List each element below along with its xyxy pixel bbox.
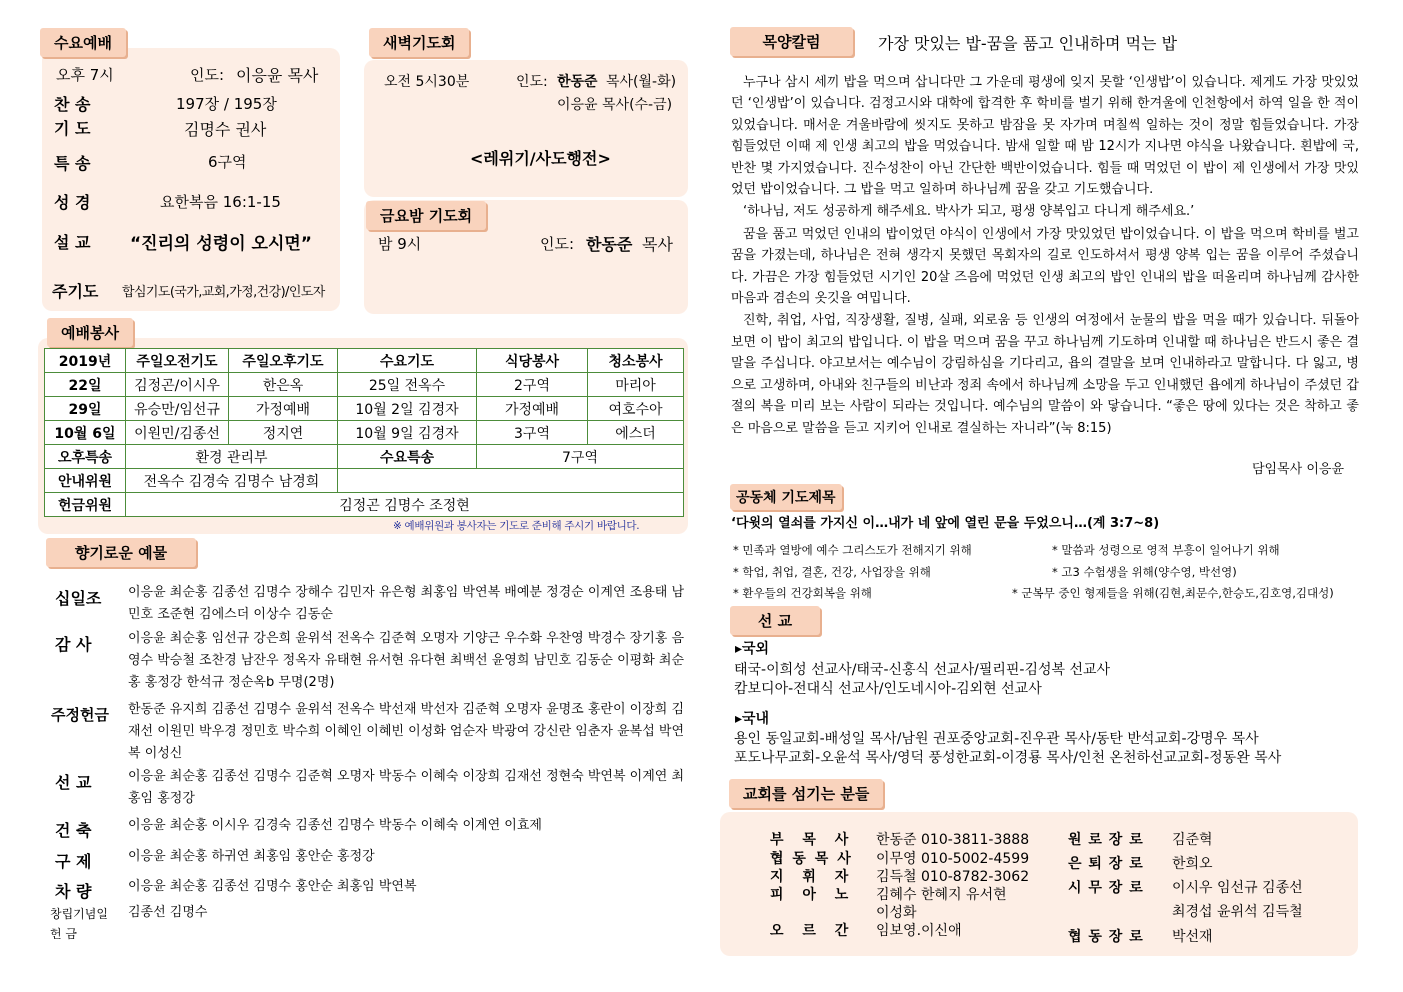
- gift-label-tithe: 십일조: [55, 589, 102, 608]
- wed-label-sermon: 설 교: [54, 233, 91, 252]
- service-cell: 유승만/임선규: [126, 397, 229, 421]
- service-cell: 여호수아: [588, 397, 684, 421]
- wed-value-lords-prayer: 합심기도(국가,교회,가정,건강)/인도자: [122, 285, 325, 300]
- friday-leader-rest: 목사: [642, 235, 673, 254]
- service-cell: 2구역: [477, 373, 588, 397]
- service-offering-value: 김정곤 김명수 조정현: [126, 493, 684, 517]
- friday-time: 밤 9시: [378, 235, 422, 253]
- wed-label-prayer: 기 도: [54, 119, 91, 138]
- staff-left-role: 협 동 목 사: [770, 851, 851, 867]
- service-afternoon-label: 오후특송: [45, 445, 126, 469]
- mission-overseas-line: 캄보디아-전대식 선교사/인도네시아-김외현 선교사: [734, 681, 1042, 697]
- friday-leader-label: 인도:: [540, 235, 575, 253]
- dawn-time: 오전 5시30분: [384, 74, 470, 90]
- table-row: [45, 421, 684, 445]
- dawn-leader2: 이응윤 목사(수-금): [557, 97, 673, 113]
- gift-label-vehicle: 차 량: [55, 882, 92, 901]
- service-cell: 가정예배: [229, 397, 338, 421]
- dawn-leader1-name: 한동준: [557, 74, 598, 90]
- staff-left-role: 지 휘 자: [770, 869, 849, 885]
- service-cell: 에스더: [588, 421, 684, 445]
- mission-overseas-line: 태국-이희성 선교사/태국-신홍식 선교사/필리핀-김성복 선교사: [734, 662, 1111, 678]
- wed-service-box: [42, 48, 340, 311]
- service-header-sunday-pm: 주일오후기도: [229, 349, 338, 373]
- service-cell: 김정곤/이시우: [126, 373, 229, 397]
- staff-right-info: 김준혁: [1172, 832, 1213, 848]
- friday-leader-name: 한동준: [586, 235, 633, 254]
- service-cell: 10월 2일 김경자: [338, 397, 477, 421]
- staff-left-info: 김혜수 한혜지 유서현: [876, 887, 1007, 903]
- dawn-leader1-rest: 목사(월-화): [606, 74, 677, 90]
- table-row: [45, 373, 684, 397]
- prayer-item: * 환우들의 건강회복을 위해: [733, 586, 872, 600]
- friday-tag: 금요밤 기도회: [366, 201, 486, 230]
- column-tag: 목양칼럼: [730, 27, 853, 56]
- table-row: [45, 397, 684, 421]
- service-cell: 22일: [45, 373, 126, 397]
- wed-label-special: 특 송: [54, 154, 91, 173]
- staff-left-info: 임보영.이신애: [876, 923, 962, 939]
- service-usher-label: 안내위원: [45, 469, 126, 493]
- table-row: [45, 493, 684, 517]
- table-row: [45, 445, 684, 469]
- staff-left-info: 김득철 010-8782-3062: [876, 869, 1030, 885]
- column-title: 가장 맛있는 밥-꿈을 품고 인내하며 먹는 밥: [878, 34, 1178, 53]
- service-cell: 정지연: [229, 421, 338, 445]
- service-header-kitchen: 식당봉사: [477, 349, 588, 373]
- service-cell: 29일: [45, 397, 126, 421]
- gift-names-mission: 이응윤 최순홍 김종선 김명수 김준혁 오명자 박동수 이혜숙 이장희 김재선 정현숙 박연복 이계연 최홍임 홍정강: [128, 769, 685, 806]
- prayer-item: * 말씀과 성령으로 영적 부흥이 일어나기 위해: [1052, 543, 1280, 557]
- wed-value-special: 6구역: [208, 153, 247, 171]
- gift-label-thanks: 감 사: [55, 635, 92, 654]
- service-cell: 가정예배: [477, 397, 588, 421]
- service-wed-special-value: 7구역: [477, 445, 684, 469]
- prayer-item: * 민족과 열방에 예수 그리스도가 전해지기 위해: [733, 543, 972, 557]
- gift-names-relief: 이응윤 최순홍 하귀연 최홍임 홍안순 홍정강: [128, 849, 375, 864]
- staff-right-info: 박선재: [1172, 929, 1213, 945]
- gift-label-mission: 선 교: [55, 773, 92, 792]
- gift-label-relief: 구 제: [55, 852, 92, 871]
- staff-tag: 교회를 섬기는 분들: [729, 779, 883, 808]
- service-tag: 예배봉사: [47, 318, 133, 347]
- staff-left-info: 이무영 010-5002-4599: [876, 851, 1030, 867]
- table-row: [45, 469, 684, 493]
- staff-left-info: 이성화: [876, 905, 917, 921]
- staff-right-role: 원 로 장 로: [1068, 832, 1143, 848]
- wed-time: 오후 7시: [56, 66, 114, 84]
- service-header-wed: 수요기도: [338, 349, 477, 373]
- column-paragraph: 꿈을 품고 먹었던 인내의 밥이었던 야식이 인생에서 가장 맛있었던 밥이었습니다. 이 밥을 먹으며 학비를 벌고 꿈을 가졌는데, 하나님은 전혀 생각지 못했던 목회자의 길로 인도하셔서 평생 양복 입는 꿈을 이루어 주셨습니다. 가끔은 가장 힘들었던 시기인 20살 즈음에 먹었던 인생 최고의 밥인 인내의 밥을 떠올리며 하나님께 감사한 마음과 겸손의 옷깃을 여밉니다.: [731, 226, 1359, 307]
- gift-names-building: 이응윤 최순홍 이시우 김경숙 김종선 김명수 박동수 이혜숙 이계연 이효제: [128, 818, 542, 833]
- staff-left-info: 한동준 010-3811-3888: [876, 832, 1030, 848]
- column-paragraph: ‘하나님, 저도 성공하게 해주세요. 박사가 되고, 평생 양복입고 다니게 해주세요.’: [743, 204, 1195, 220]
- wed-value-hymn: 197장 / 195장: [176, 95, 277, 113]
- gift-label-building: 건 축: [55, 821, 92, 840]
- wed-value-prayer: 김명수 권사: [184, 120, 267, 139]
- prayer-item: * 학업, 취업, 결혼, 건강, 사업장을 위해: [733, 565, 931, 579]
- dawn-tag: 새벽기도회: [369, 28, 469, 57]
- prayer-verse: ‘다윗의 열쇠를 가지신 이…내가 네 앞에 열린 문을 두었으니…(계 3:7~8): [731, 516, 1160, 531]
- gift-names-weekly: 한동준 유지희 김종선 김명수 윤위석 전옥수 박선재 박선자 김준혁 오명자 윤명조 홍란이 이장희 김재선 이원민 박우경 정민호 박수희 이혜인 이혜빈 이성화 엄순자 박광여 강신란 임춘자 윤복섭 박연복 이성신: [128, 702, 685, 761]
- column-body: [731, 72, 1359, 440]
- gift-names-tithe: 이응윤 최순홍 김종선 김명수 장해수 김민자 유은형 최홍임 박연복 배예분 정경순 이계연 조용태 남민호 조준현 김에스더 이상수 김동순: [128, 585, 685, 622]
- service-cell: 이원민/김종선: [126, 421, 229, 445]
- gifts-tag: 향기로운 예물: [46, 538, 196, 567]
- column-paragraph: 진학, 취업, 사업, 직장생활, 질병, 실패, 외로움 등 인생의 여정에서 눈물의 밥을 먹을 때가 있습니다. 뒤돌아보면 이 밥이 최고의 밥입니다. 이 밥을 먹으며 꿈을 꾸고 하나님께 기도하며 인내할 때 하나님은 반드시 좋은 결말을 주십니다. 야고보서는 예수님이 강림하심을 기다리고, 욥의 결말을 보며 인내하라고 말합니다. 다 잃고, 병으로 고생하며, 아내와 친구들의 비난과 정죄 속에서 하나님께 소망을 두고 인내했던 욥에게 하나님이 주셨던 갑절의 복을 미리 보는 사람이 되라는 것입니다. 예수님의 말씀이 와 닿습니다. “좋은 땅에 있다는 것은 착하고 좋은 마음으로 말씀을 듣고 지키어 인내로 결실하는 자니라”(눅 8:15): [731, 313, 1359, 436]
- staff-right-role: 시 무 장 로: [1068, 880, 1143, 896]
- prayer-tag: 공동체 기도제목: [730, 484, 842, 510]
- dawn-leader-label: 인도:: [516, 74, 548, 90]
- staff-left-role: 피 아 노: [770, 887, 849, 903]
- gift-names-thanks: 이응윤 최순홍 임선규 강은희 윤위석 전옥수 김준혁 오명자 기양근 우수화 우찬영 박경수 장기홍 음영수 박승철 조찬경 남잔우 정옥자 유태현 유서현 유다현 최백선 윤영희 남민호 김동순 이평화 최순홍 홍정강 한석규 정순옥b 무명(2명): [128, 631, 685, 690]
- prayer-item: * 군복무 중인 형제들을 위해(김현,최문수,한승도,김호영,김대성): [1012, 586, 1334, 600]
- service-usher-empty: [338, 469, 684, 493]
- service-afternoon-value: 환경 관리부: [126, 445, 338, 469]
- dawn-book: <레위기/사도행전>: [470, 149, 611, 168]
- service-cell: 25일 전옥수: [338, 373, 477, 397]
- service-cell: 한은옥: [229, 373, 338, 397]
- mission-tag: 선 교: [730, 606, 820, 635]
- staff-left-role: 오 르 간: [770, 923, 849, 939]
- gift-label-anniversary: 창립기념일 헌 금: [50, 907, 108, 941]
- prayer-item: * 고3 수험생을 위해(양수영, 박선영): [1052, 565, 1237, 579]
- service-table: [44, 348, 684, 517]
- column-signature: 담임목사 이응윤: [1252, 462, 1345, 477]
- service-cell: 3구역: [477, 421, 588, 445]
- mission-domestic-title: ▸국내: [735, 711, 770, 727]
- mission-domestic-line: 용인 동일교회-배성일 목사/남원 권포중앙교회-진우관 목사/동탄 반석교회-강명우 목사: [734, 731, 1259, 747]
- wed-label-scripture: 성 경: [54, 193, 91, 212]
- service-cell: 마리아: [588, 373, 684, 397]
- service-header-sunday-am: 주일오전기도: [126, 349, 229, 373]
- staff-right-info: 이시우 임선규 김종선: [1172, 880, 1303, 896]
- staff-right-role: 협 동 장 로: [1068, 929, 1143, 945]
- service-header-cleaning: 청소봉사: [588, 349, 684, 373]
- staff-right-info: 최경섭 윤위석 김득철: [1172, 904, 1303, 920]
- gift-label-weekly: 주정헌금: [51, 706, 109, 724]
- service-offering-label: 헌금위원: [45, 493, 126, 517]
- service-wed-special-label: 수요특송: [338, 445, 477, 469]
- service-usher-value: 전옥수 김경숙 김명수 남경희: [126, 469, 338, 493]
- wed-label-lords-prayer: 주기도: [52, 282, 99, 301]
- column-paragraph: 누구나 삼시 세끼 밥을 먹으며 삽니다만 그 가운데 평생에 잊지 못할 ‘인생밥’이 있습니다. 제게도 가장 맛있었던 ‘인생밥’이 있습니다. 검정고시와 대학에 합격한 후 학비를 벌기 위해 한겨울에 인천항에서 하역 일을 한 적이 있었습니다. 매서운 겨울바람에 씻지도 못하고 밤잠을 못 자가며 며칠씩 일하는 것이 정말 힘들었습니다. 가장 힘들었던 이때 제 인생 최고의 밥을 먹었습니다. 밤새 일할 때 밤 12시가 지나면 야식을 나왔습니다. 흰밥에 국, 반찬 몇 가지였습니다. 진수성찬이 아닌 간단한 백반이었습니다. 힘들 때 먹었던 이 밥이 제 인생에서 가장 맛있었던 밥이었습니다. 그 밥을 먹고 일하며 하나님께 꿈을 갖고 기도했습니다.: [731, 75, 1359, 198]
- wed-service-tag: 수요예배: [40, 28, 126, 57]
- mission-domestic-line: 포도나무교회-오윤석 목사/영덕 풍성한교회-이경룡 목사/인천 온천하선교교회-정동완 목사: [734, 750, 1282, 766]
- staff-right-info: 한희오: [1172, 856, 1213, 872]
- service-cell: 10월 6일: [45, 421, 126, 445]
- wed-value-scripture: 요한복음 16:1-15: [160, 193, 281, 211]
- mission-overseas-title: ▸국외: [735, 641, 770, 657]
- gift-names-anniversary: 김종선 김명수: [128, 905, 208, 920]
- service-cell: 10월 9일 김경자: [338, 421, 477, 445]
- staff-left-role: 부 목 사: [770, 832, 849, 848]
- wed-value-sermon: “진리의 성령이 오시면”: [130, 234, 312, 254]
- service-note: ※ 예배위원과 봉사자는 기도로 준비해 주시기 바랍니다.: [393, 520, 640, 532]
- staff-right-role: 은 퇴 장 로: [1068, 856, 1143, 872]
- wed-leader-label: 인도:: [190, 66, 225, 84]
- gift-names-vehicle: 이응윤 최순홍 김종선 김명수 홍안순 최홍임 박연복: [128, 879, 417, 894]
- wed-label-hymn: 찬 송: [54, 95, 91, 114]
- service-header-year: 2019년: [45, 349, 126, 373]
- wed-leader: 이응윤 목사: [236, 66, 319, 85]
